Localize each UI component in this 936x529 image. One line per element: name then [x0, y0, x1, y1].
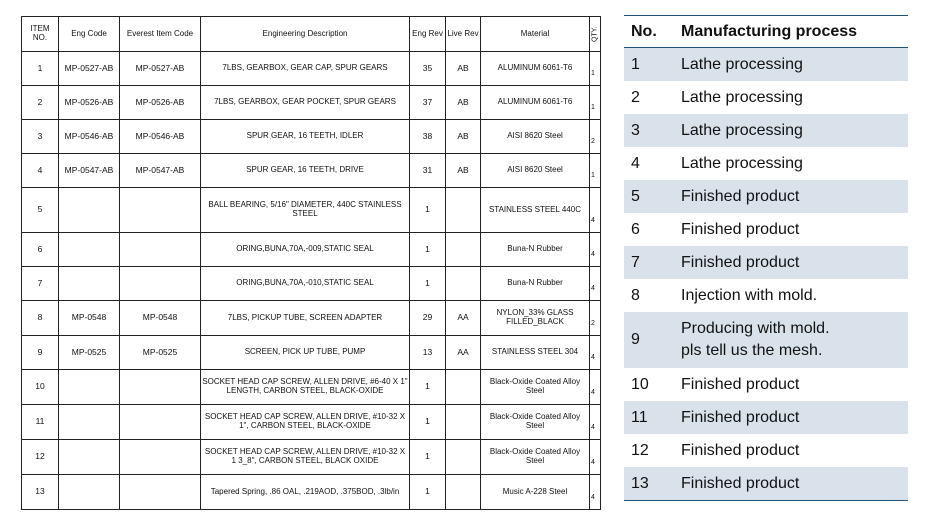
bom-everest-code: MP-0527-AB [120, 52, 201, 86]
bom-qty: 4 [590, 405, 601, 440]
process-body [624, 48, 908, 501]
bom-description: SPUR GEAR, 16 TEETH, IDLER [201, 120, 410, 154]
process-no: 10 [624, 368, 681, 401]
process-line: Lathe processing [681, 88, 803, 106]
bom-description: SOCKET HEAD CAP SCREW, ALLEN DRIVE, #10-32 X 1", CARBON STEEL, BLACK-OXIDE [201, 405, 410, 440]
bom-item-no: 3 [22, 120, 59, 154]
process-name [681, 368, 908, 401]
bom-qty: 4 [590, 440, 601, 475]
bom-live-rev: AA [446, 301, 481, 336]
header-everest-code: Everest Item Code [120, 17, 201, 52]
bom-item-no: 11 [22, 405, 59, 440]
bom-item-no: 9 [22, 336, 59, 370]
list-item [624, 48, 908, 82]
process-no: 4 [624, 147, 681, 180]
process-no: 8 [624, 279, 681, 312]
header-process: Manufacturing process [681, 16, 908, 48]
bom-live-rev [446, 405, 481, 440]
bom-material: AISI 8620 Steel [481, 120, 590, 154]
bom-description: Tapered Spring, .86 OAL, .219AOD, .375BOD, .3lb/in [201, 475, 410, 510]
header-material: Material [481, 17, 590, 52]
bom-qty: 1 [590, 154, 601, 188]
process-line: Finished product [681, 187, 800, 205]
bom-eng-code: MP-0546-AB [59, 120, 120, 154]
bom-live-rev [446, 267, 481, 301]
table-row [22, 86, 601, 120]
bom-description: BALL BEARING, 5/16" DIAMETER, 440C STAINLESS STEEL [201, 188, 410, 233]
process-no: 11 [624, 401, 681, 434]
bom-live-rev [446, 440, 481, 475]
process-line: Finished product [681, 375, 800, 393]
list-item [624, 114, 908, 147]
bom-everest-code: MP-0526-AB [120, 86, 201, 120]
table-row [22, 233, 601, 267]
bom-eng-rev: 1 [410, 267, 446, 301]
bom-item-no: 1 [22, 52, 59, 86]
bom-table [21, 16, 601, 510]
bom-qty: 4 [590, 188, 601, 233]
process-line: pls tell us the mesh. [681, 342, 823, 359]
process-name [681, 48, 908, 82]
bom-item-no: 6 [22, 233, 59, 267]
bom-eng-rev: 1 [410, 440, 446, 475]
table-row [22, 370, 601, 405]
bom-eng-code: MP-0547-AB [59, 154, 120, 188]
bom-qty: 4 [590, 370, 601, 405]
process-name [681, 434, 908, 467]
bom-material: Music A-228 Steel [481, 475, 590, 510]
list-item [624, 279, 908, 312]
list-item [624, 312, 908, 368]
process-no: 13 [624, 467, 681, 501]
bom-item-no: 8 [22, 301, 59, 336]
list-item [624, 467, 908, 501]
process-name [681, 114, 908, 147]
bom-eng-rev: 1 [410, 370, 446, 405]
process-name [681, 467, 908, 501]
list-item [624, 246, 908, 279]
list-item [624, 180, 908, 213]
bom-qty: 4 [590, 475, 601, 510]
bom-qty: 2 [590, 301, 601, 336]
header-description: Engineering Description [201, 17, 410, 52]
list-item [624, 81, 908, 114]
process-no: 2 [624, 81, 681, 114]
process-no: 9 [624, 312, 681, 368]
process-no: 3 [624, 114, 681, 147]
bom-live-rev: AB [446, 86, 481, 120]
bom-live-rev: AB [446, 154, 481, 188]
bom-item-no: 4 [22, 154, 59, 188]
bom-eng-rev: 38 [410, 120, 446, 154]
bom-material: Buna-N Rubber [481, 233, 590, 267]
header-live-rev: Live Rev [446, 17, 481, 52]
bom-eng-code [59, 233, 120, 267]
bom-qty: 1 [590, 86, 601, 120]
process-line: Lathe processing [681, 154, 803, 172]
list-item [624, 368, 908, 401]
bom-item-no: 12 [22, 440, 59, 475]
table-row [22, 336, 601, 370]
bom-eng-code: MP-0525 [59, 336, 120, 370]
bom-material: ALUMINUM 6061-T6 [481, 52, 590, 86]
bom-eng-rev: 1 [410, 475, 446, 510]
bom-everest-code: MP-0525 [120, 336, 201, 370]
bom-live-rev [446, 475, 481, 510]
process-no: 1 [624, 48, 681, 82]
bom-description: 7LBS, PICKUP TUBE, SCREEN ADAPTER [201, 301, 410, 336]
process-line: Finished product [681, 408, 800, 426]
bom-eng-code [59, 440, 120, 475]
bom-everest-code: MP-0547-AB [120, 154, 201, 188]
bom-material: AISI 8620 Steel [481, 154, 590, 188]
table-row [22, 475, 601, 510]
bom-eng-code: MP-0527-AB [59, 52, 120, 86]
bom-qty: 4 [590, 233, 601, 267]
process-line: Lathe processing [681, 121, 803, 139]
bom-header-row [22, 17, 601, 52]
bom-material: NYLON_33% GLASS FILLED_BLACK [481, 301, 590, 336]
process-line: Finished product [681, 474, 800, 492]
bom-eng-rev: 1 [410, 188, 446, 233]
bom-material: Black-Oxide Coated Alloy Steel [481, 370, 590, 405]
bom-qty: 1 [590, 52, 601, 86]
process-name [681, 147, 908, 180]
bom-live-rev [446, 233, 481, 267]
bom-item-no: 7 [22, 267, 59, 301]
bom-eng-rev: 29 [410, 301, 446, 336]
process-name [681, 401, 908, 434]
bom-everest-code [120, 440, 201, 475]
bom-eng-code: MP-0526-AB [59, 86, 120, 120]
bom-material: Buna-N Rubber [481, 267, 590, 301]
bom-material: Black-Oxide Coated Alloy Steel [481, 440, 590, 475]
process-line: Injection with mold. [681, 286, 818, 304]
process-name [681, 246, 908, 279]
header-eng-code: Eng Code [59, 17, 120, 52]
table-row [22, 154, 601, 188]
bom-eng-rev: 35 [410, 52, 446, 86]
bom-everest-code [120, 370, 201, 405]
list-item [624, 213, 908, 246]
table-row [22, 188, 601, 233]
process-line: Finished product [681, 441, 800, 459]
process-no: 12 [624, 434, 681, 467]
bom-eng-rev: 1 [410, 233, 446, 267]
bom-live-rev: AB [446, 120, 481, 154]
list-item [624, 147, 908, 180]
table-row [22, 52, 601, 86]
bom-everest-code [120, 475, 201, 510]
bom-description: 7LBS, GEARBOX, GEAR CAP, SPUR GEARS [201, 52, 410, 86]
bom-live-rev [446, 370, 481, 405]
bom-material: STAINLESS STEEL 304 [481, 336, 590, 370]
bom-description: ORING,BUNA,70A,-009,STATIC SEAL [201, 233, 410, 267]
bom-description: 7LBS, GEARBOX, GEAR POCKET, SPUR GEARS [201, 86, 410, 120]
process-line: Finished product [681, 220, 800, 238]
bom-eng-code [59, 188, 120, 233]
bom-description: SPUR GEAR, 16 TEETH, DRIVE [201, 154, 410, 188]
process-no: 6 [624, 213, 681, 246]
bom-item-no: 5 [22, 188, 59, 233]
bom-everest-code [120, 405, 201, 440]
table-row [22, 405, 601, 440]
list-item [624, 434, 908, 467]
bom-everest-code [120, 188, 201, 233]
bom-item-no: 10 [22, 370, 59, 405]
list-item [624, 401, 908, 434]
process-no: 7 [624, 246, 681, 279]
bom-description: SCREEN, PICK UP TUBE, PUMP [201, 336, 410, 370]
table-row [22, 120, 601, 154]
bom-eng-rev: 37 [410, 86, 446, 120]
bom-everest-code: MP-0548 [120, 301, 201, 336]
process-name [681, 312, 908, 368]
table-row [22, 301, 601, 336]
bom-eng-rev: 13 [410, 336, 446, 370]
process-header-row [624, 16, 908, 48]
bom-body [22, 52, 601, 510]
process-name [681, 81, 908, 114]
bom-item-no: 2 [22, 86, 59, 120]
header-qty: QTY. [590, 17, 601, 52]
header-item-no: ITEM NO. [22, 17, 59, 52]
process-no: 5 [624, 180, 681, 213]
bom-eng-code: MP-0548 [59, 301, 120, 336]
bom-eng-code [59, 370, 120, 405]
bom-qty: 4 [590, 267, 601, 301]
bom-qty: 4 [590, 336, 601, 370]
bom-eng-code [59, 267, 120, 301]
bom-live-rev: AA [446, 336, 481, 370]
bom-everest-code [120, 233, 201, 267]
process-line: Producing with mold. [681, 320, 830, 337]
bom-everest-code: MP-0546-AB [120, 120, 201, 154]
bom-eng-code [59, 405, 120, 440]
bom-material: STAINLESS STEEL 440C [481, 188, 590, 233]
bom-description: SOCKET HEAD CAP SCREW, ALLEN DRIVE, #10-32 X 1 3_8", CARBON STEEL, BLACK OXIDE [201, 440, 410, 475]
process-line: Lathe processing [681, 55, 803, 73]
table-row [22, 440, 601, 475]
process-name [681, 213, 908, 246]
process-name [681, 180, 908, 213]
bom-everest-code [120, 267, 201, 301]
bom-item-no: 13 [22, 475, 59, 510]
process-line: Finished product [681, 253, 800, 271]
bom-live-rev: AB [446, 52, 481, 86]
process-table [624, 15, 908, 501]
bom-eng-code [59, 475, 120, 510]
process-name [681, 279, 908, 312]
bom-eng-rev: 1 [410, 405, 446, 440]
bom-qty: 2 [590, 120, 601, 154]
bom-eng-rev: 31 [410, 154, 446, 188]
table-row [22, 267, 601, 301]
header-eng-rev: Eng Rev [410, 17, 446, 52]
bom-material: ALUMINUM 6061-T6 [481, 86, 590, 120]
header-no: No. [624, 16, 681, 48]
bom-description: ORING,BUNA,70A,-010,STATIC SEAL [201, 267, 410, 301]
bom-material: Black-Oxide Coated Alloy Steel [481, 405, 590, 440]
bom-live-rev [446, 188, 481, 233]
bom-description: SOCKET HEAD CAP SCREW, ALLEN DRIVE, #6-40 X 1" LENGTH, CARBON STEEL, BLACK-OXIDE [201, 370, 410, 405]
